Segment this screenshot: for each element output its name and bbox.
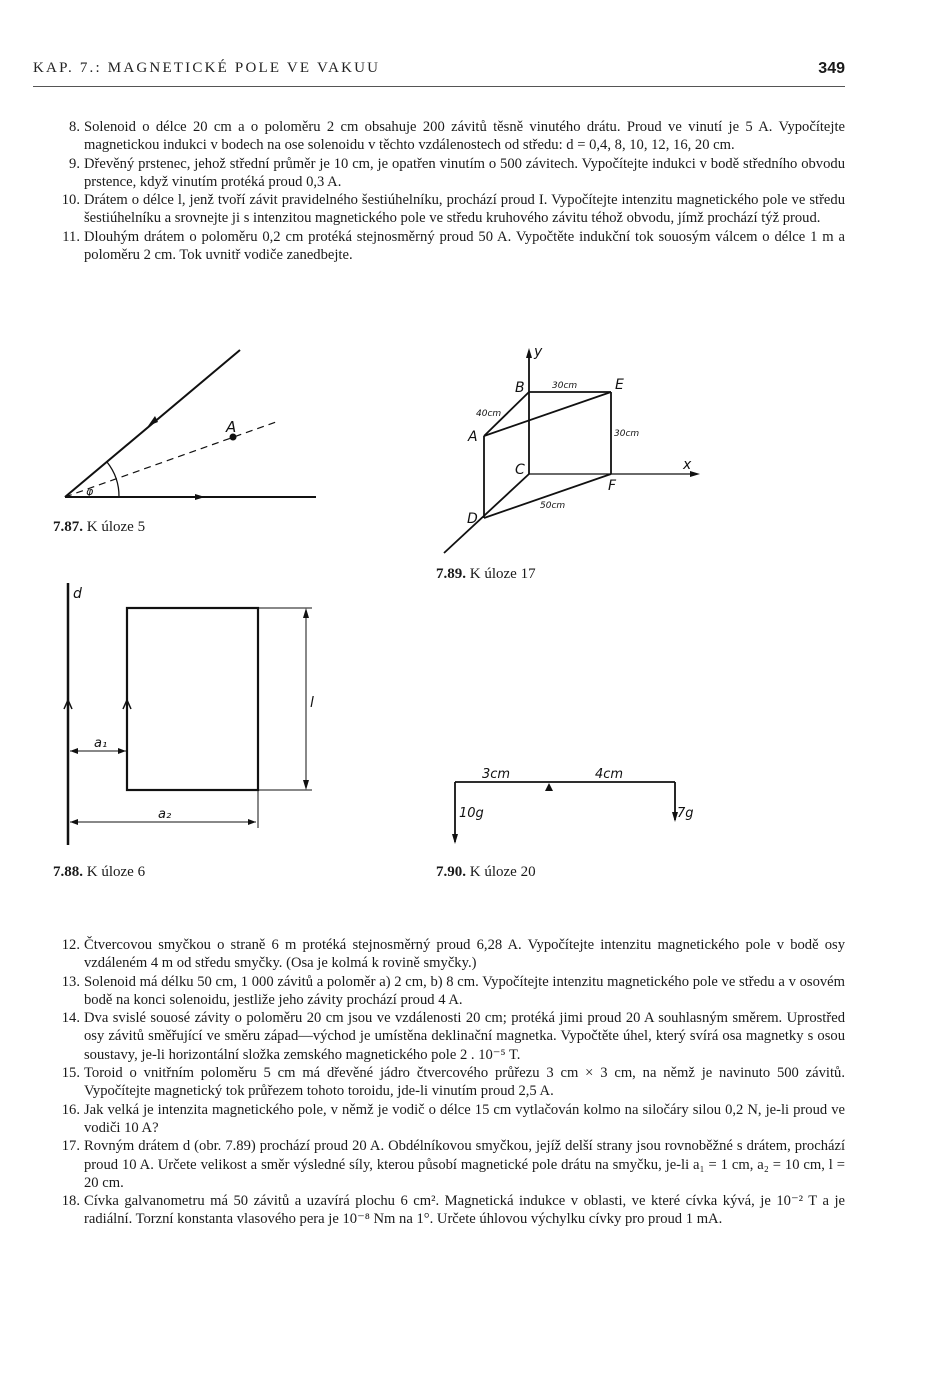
label-C: C — [515, 462, 525, 478]
figure-caption: K úloze 6 — [86, 864, 146, 880]
figure-number: 7.89. — [436, 566, 466, 582]
problem-13 — [50, 973, 845, 1010]
problem-number: 15. — [61, 1065, 80, 1082]
problem-text: Dva svislé souosé závity o poloměru 20 cm jsou ve vzdálenosti 20 cm; protéká jimi proud 20 A souhlasným směrem. Uprostřed osy závitů směřující ve směru západ—východ je umístěna deklinační magnetka. Vypočtěte úhel, který svírá osa magnetky s osou soustavy, je-li horizontální složka zemského magnetického pole 2 . 10⁻⁵ T. — [84, 1010, 845, 1063]
problem-16 — [50, 1101, 845, 1138]
problem-text: Čtvercovou smyčkou o straně 6 m protéká stejnosměrný proud 6,28 A. Vypočítejte intenzitu magnetického pole v bodě osy vzdáleném 4 m od středu smyčky. (Osa je kolmá k rovině smyčky.) — [84, 937, 845, 972]
problem-text: Toroid o vnitřním poloměru 5 cm má dřevěné jádro čtvercového průřezu 3 cm × 3 cm, na němž je navinuto 500 závitů. Vypočítejte magnetický tok průřezem tohoto toroidu, jde-li vinutím proud 2,5 A. — [84, 1065, 845, 1100]
label-d: d — [73, 586, 82, 602]
label-E: E — [615, 377, 624, 393]
problem-18 — [50, 1192, 845, 1229]
problem-number: 18. — [61, 1193, 80, 1210]
problem-17 — [50, 1137, 845, 1192]
caption-7-90 — [436, 864, 536, 881]
label-3cm: 3cm — [482, 767, 511, 782]
problem-15 — [50, 1064, 845, 1101]
label-F: F — [608, 478, 617, 494]
problem-number: 10. — [61, 192, 80, 209]
label-a1: a₁ — [94, 736, 108, 751]
label-a2: a₂ — [158, 807, 172, 822]
problem-number: 17. — [61, 1138, 80, 1155]
problem-text: Dřevěný prstenec, jehož střední průměr je 10 cm, je opatřen vinutím o 500 závitech. Vypočítejte indukci v bodě středního obvodu prstence, když vinutím protéká proud 0,3 A. — [84, 155, 845, 190]
label-y: y — [534, 344, 543, 360]
dim-AB: 40cm — [476, 409, 502, 419]
figure-number: 7.87. — [53, 519, 83, 535]
problem-number: 12. — [61, 937, 80, 953]
label-4cm: 4cm — [595, 767, 624, 782]
label-10g: 10g — [459, 806, 484, 821]
problem-text: Solenoid o délce 20 cm a o poloměru 2 cm obsahuje 200 závitů těsně vinutého drátu. Proud ve vinutí je 5 A. Vypočítejte magnetickou indukci v bodech na ose solenoidu v těchto vzdálenostech od středu: d = 0,4, 8, 10, 12, 16, 20 cm. — [84, 119, 845, 154]
problem-number: 16. — [61, 1101, 80, 1118]
dim-BE: 30cm — [552, 381, 578, 391]
problem-text: Rovným drátem d (obr. 7.89) prochází proud 20 A. Obdélníkovou smyčkou, jejíž delší strany jsou rovnoběžné s drátem, prochází proud 10 A. Určete velikost a směr výsledné síly, kterou působí magnetické pole drátu na smyčku, je-li a₁ = 1 cm, a₂ = 10 cm, l = 20 cm. — [84, 1138, 845, 1191]
problem-14 — [50, 1009, 845, 1064]
problem-text: Solenoid má délku 50 cm, 1 000 závitů a poloměr a) 2 cm, b) 8 cm. Vypočítejte intenzitu magnetického pole ve středu a v osovém bodě na konci solenoidu, jestliže jeho závity prochází proud 4 A. — [84, 973, 845, 1008]
running-head: KAP. 7.: MAGNETICKÉ POLE VE VAKUU — [33, 60, 381, 76]
problem-number: 8. — [69, 119, 80, 135]
arrow-head — [452, 834, 458, 844]
label-l: l — [310, 695, 314, 711]
label-A: A — [468, 429, 478, 445]
problem-text: Jak velká je intenzita magnetického pole, v němž je vodič o délce 15 cm vytlačován kolmo na siločáry silou 0,2 N, je-li proud ve vodiči 10 A? — [84, 1101, 845, 1136]
dim-EF: 30cm — [614, 429, 640, 439]
problem-number: 11. — [62, 228, 80, 245]
fulcrum — [545, 783, 553, 791]
problem-number: 9. — [69, 155, 80, 172]
problems-bottom — [50, 936, 845, 1229]
problem-number: 13. — [61, 973, 80, 990]
angle-label: φ — [86, 485, 94, 498]
problem-text: Drátem o délce l, jenž tvoří závit pravidelného šestiúhelníku, prochází proud I. Vypočítejte intenzitu magnetického pole ve středu šestiúhelníku a srovnejte ji s intenzitou magnetického pole ve středu kruhového závitu téhož obvodu, jímž prochází týž proud. — [84, 192, 845, 227]
problem-12 — [50, 936, 845, 973]
figure-caption: K úloze 5 — [86, 519, 146, 535]
label-x: x — [683, 457, 692, 473]
figure-number: 7.90. — [436, 864, 466, 880]
figure-caption: K úloze 17 — [469, 566, 536, 582]
figure-number: 7.88. — [53, 864, 83, 880]
label-D: D — [467, 511, 478, 527]
label-B: B — [515, 380, 525, 396]
figure-caption: K úloze 20 — [469, 864, 536, 880]
page-number: 349 — [818, 60, 845, 77]
dim-DF: 50cm — [540, 501, 566, 511]
label-7g: 7g — [677, 806, 694, 821]
point-a-label: A — [226, 418, 237, 436]
problem-text: Cívka galvanometru má 50 závitů a uzavírá plochu 6 cm². Magnetická indukce v oblasti, ve které cívka kývá, je 10⁻² T a je radiální. Torzní konstanta vlasového pera je 10⁻⁸ Nm na 1°. Určete úhlovou výchylku cívky pro proud 1 mA. — [84, 1193, 845, 1228]
problem-number: 14. — [61, 1010, 80, 1027]
problem-text: Dlouhým drátem o poloměru 0,2 cm protéká stejnosměrný proud 50 A. Vypočtěte indukční tok souosým válcem o délce 1 m a poloměru 2 cm. Tok uvnitř vodiče zanedbejte. — [84, 228, 845, 264]
